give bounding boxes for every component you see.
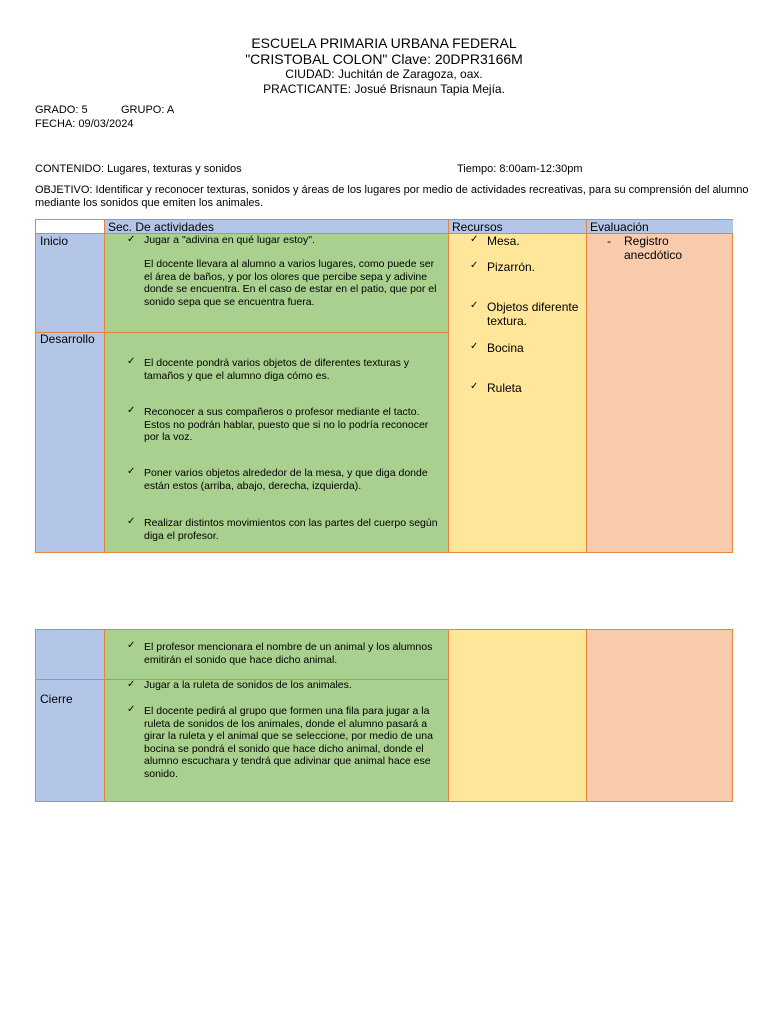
evaluation-registro: anecdótico — [624, 248, 683, 262]
city-line: CIUDAD: Juchitán de Zaragoza, oax. — [285, 67, 483, 81]
resources-column — [448, 630, 586, 801]
activities-table-page-1 — [35, 219, 733, 553]
activity-tacto-line: Estos no podrán hablar, puesto que si no lo podría reconocer — [144, 418, 429, 431]
resources-header: Recursos — [452, 220, 503, 234]
activity-animal-line: El profesor mencionara el nombre de un animal y los alumnos — [144, 641, 433, 653]
activities-table-page-2 — [35, 629, 733, 802]
resource-pizarron: Pizarrón. — [487, 260, 536, 274]
check-icon: ✓ — [470, 234, 479, 245]
check-icon: ✓ — [127, 704, 136, 715]
activity-movimientos-line: Realizar distintos movimientos con las partes del cuerpo según — [144, 517, 438, 529]
activity-mesa-line: están estos (arriba, abajo, derecha, izquierda). — [144, 479, 362, 492]
check-icon: ✓ — [470, 260, 479, 271]
activities-header: Sec. De actividades — [108, 220, 215, 234]
check-icon: ✓ — [127, 234, 136, 245]
activity-ruleta-line: sonido. — [144, 768, 178, 780]
phase-column — [36, 630, 104, 801]
activity-ruleta-line: bocina se pondrá el sonido que hace dicho animal, donde el — [144, 742, 424, 755]
activity-ruleta-line: ruleta de sonidos de los animales, donde el alumno pasará a — [144, 717, 428, 730]
check-icon: ✓ — [127, 516, 136, 527]
date-label: FECHA: 09/03/2024 — [35, 118, 134, 130]
check-icon: ✓ — [127, 679, 136, 690]
activity-ruleta-line: girar la ruleta y el animal que se seleccione, por medio de una — [144, 730, 433, 743]
objective-line-1: OBJETIVO: Identificar y reconocer texturas, sonidos y áreas de los lugares por medio de actividades recreativas, para su comprensión del alumno — [35, 184, 749, 196]
resource-ruleta: Ruleta — [487, 381, 522, 395]
check-icon: ✓ — [127, 405, 136, 416]
activity-adivina-title: Jugar a "adivina en qué lugar estoy". — [144, 234, 315, 246]
resource-mesa: Mesa. — [487, 234, 520, 248]
check-icon: ✓ — [127, 356, 136, 367]
resource-objetos: textura. — [487, 314, 528, 328]
check-icon: ✓ — [470, 341, 479, 352]
activity-ruleta-title: Jugar a la ruleta de sonidos de los animales. — [144, 679, 352, 691]
group-label: GRUPO: A — [121, 104, 175, 116]
check-icon: ✓ — [127, 466, 136, 477]
activity-movimientos-line: diga el profesor. — [144, 529, 219, 542]
phase-desarrollo: Desarrollo — [40, 332, 95, 346]
activity-animal-line: emitirán el sonido que hace dicho animal. — [144, 653, 338, 666]
dash-icon: - — [607, 234, 611, 248]
activity-adivina-line: el área de baños, y por los olores que percibe sepa y adivine — [144, 270, 428, 283]
activity-mesa-line: Poner varios objetos alrededor de la mesa, y que diga donde — [144, 467, 428, 479]
activity-ruleta-line: alumno escuchara y tendrá que adivinar que animal hace ese — [144, 755, 431, 768]
resource-objetos: Objetos diferente — [487, 300, 579, 314]
check-icon: ✓ — [127, 640, 136, 651]
activity-texturas-line: El docente pondrá varios objetos de diferentes texturas y — [144, 357, 409, 369]
school-name-key-line: "CRISTOBAL COLON" Clave: 20DPR3166M — [245, 51, 523, 67]
activity-texturas-line: tamaños y que el alumno diga cómo es. — [144, 369, 330, 382]
activity-adivina-line: sonido sepa que se encuentra fuera. — [144, 295, 315, 308]
evaluation-registro: Registro — [624, 234, 669, 248]
activity-tacto-line: por la voz. — [144, 431, 193, 444]
intern-line: PRACTICANTE: Josué Brisnaun Tapia Mejía. — [263, 82, 505, 96]
time-label: Tiempo: 8:00am-12:30pm — [457, 163, 583, 175]
activity-tacto-line: Reconocer a sus compañeros o profesor mediante el tacto. — [144, 406, 420, 418]
activity-adivina-line: El docente llevara al alumno a varios lugares, como puede ser — [144, 258, 435, 270]
objective-line-2: mediante los sonidos que emiten los animales. — [35, 197, 264, 209]
activity-adivina-line: donde se encuentra. En el caso de estar en el patio, que por el — [144, 283, 437, 296]
evaluation-column — [586, 630, 732, 801]
grade-label: GRADO: 5 — [35, 104, 88, 116]
phase-column — [36, 234, 104, 552]
evaluation-header: Evaluación — [590, 220, 649, 234]
row-divider-inicio-desarrollo — [36, 332, 448, 333]
evaluation-column — [586, 234, 732, 552]
check-icon: ✓ — [470, 381, 479, 392]
activity-ruleta-line: El docente pedirá al grupo que formen una fila para jugar a la — [144, 705, 430, 717]
check-icon: ✓ — [470, 300, 479, 311]
school-name: ESCUELA PRIMARIA URBANA FEDERAL — [251, 35, 517, 51]
phase-inicio: Inicio — [40, 234, 69, 248]
phase-cierre: Cierre — [40, 692, 73, 706]
content-label: CONTENIDO: Lugares, texturas y sonidos — [35, 163, 242, 175]
resource-bocina: Bocina — [487, 341, 524, 355]
